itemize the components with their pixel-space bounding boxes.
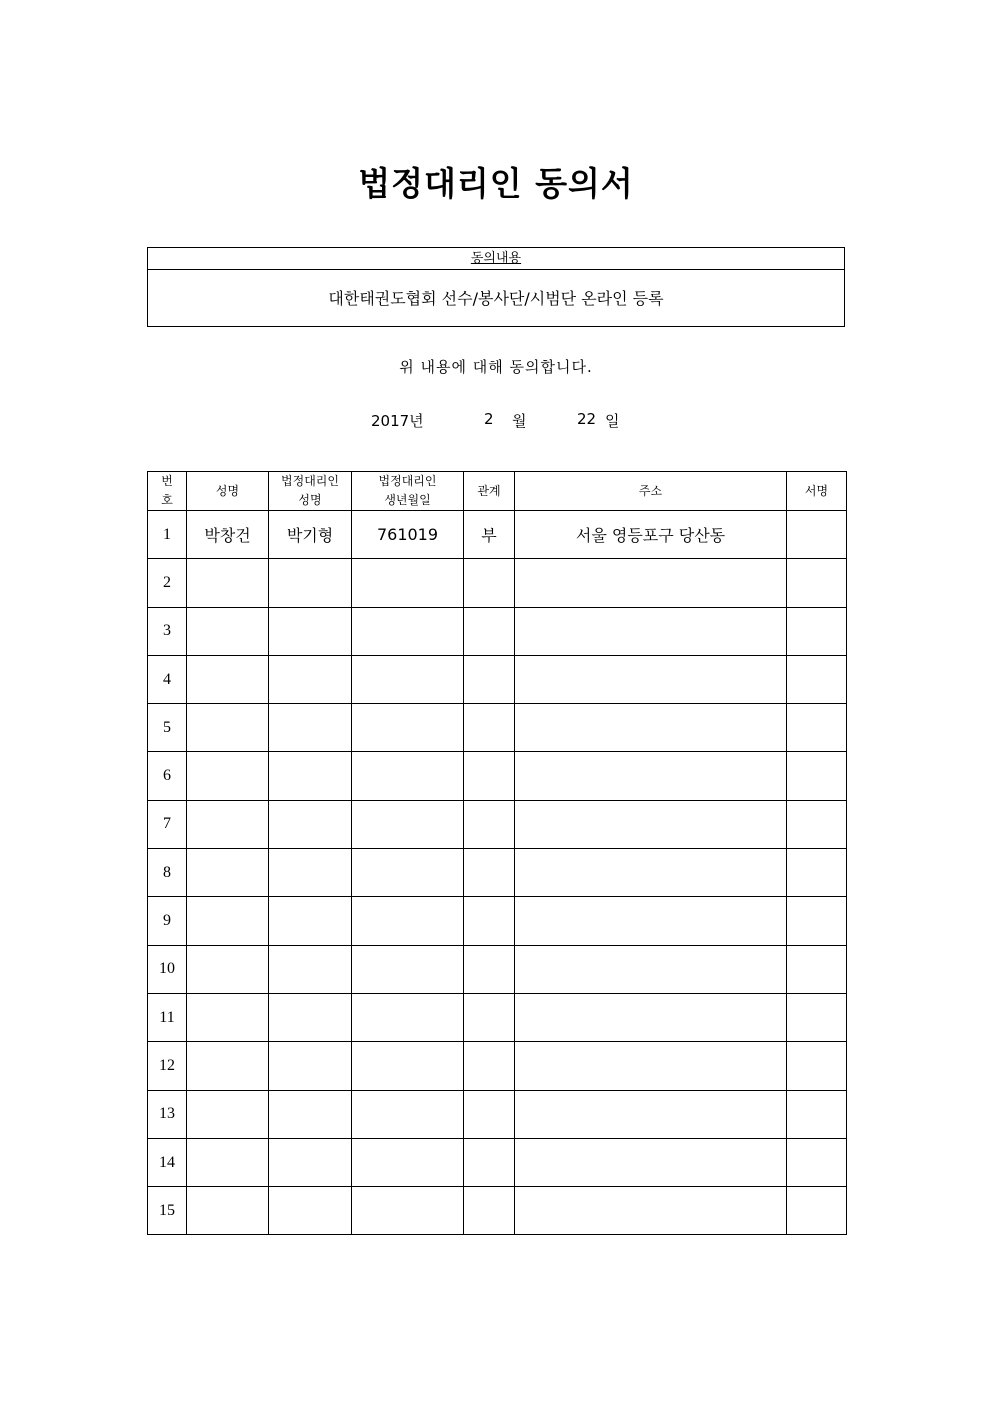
- cell-guardian-name: [269, 655, 352, 703]
- cell-relation: [464, 993, 515, 1041]
- cell-guardian-birth: [352, 945, 464, 993]
- cell-name: [187, 655, 269, 703]
- cell-name: [187, 1187, 269, 1235]
- cell-signature: [787, 993, 847, 1041]
- cell-address: [515, 897, 787, 945]
- cell-guardian-birth: [352, 559, 464, 607]
- cell-relation: [464, 849, 515, 897]
- registration-table: [147, 471, 847, 1235]
- header-relation: 관계: [464, 472, 515, 511]
- header-address: 주소: [515, 472, 787, 511]
- cell-address: [515, 607, 787, 655]
- cell-number: 5: [148, 704, 187, 752]
- cell-relation: [464, 704, 515, 752]
- table-body: [148, 511, 847, 1235]
- cell-guardian-name: [269, 1090, 352, 1138]
- cell-name: [187, 1090, 269, 1138]
- consent-content: 대한태권도협회 선수/봉사단/시범단 온라인 등록: [328, 289, 664, 308]
- cell-guardian-name: [269, 945, 352, 993]
- cell-guardian-name: [269, 1187, 352, 1235]
- cell-name: [187, 607, 269, 655]
- cell-name: [187, 704, 269, 752]
- cell-name: [187, 945, 269, 993]
- cell-number: 8: [148, 849, 187, 897]
- table-row: [148, 1090, 847, 1138]
- cell-guardian-birth: 761019: [352, 511, 464, 559]
- cell-address: [515, 800, 787, 848]
- cell-address: [515, 993, 787, 1041]
- cell-address: [515, 559, 787, 607]
- table-row: [148, 1042, 847, 1090]
- cell-guardian-name: 박기형: [269, 511, 352, 559]
- cell-guardian-birth: [352, 1042, 464, 1090]
- table-row: [148, 1187, 847, 1235]
- cell-relation: [464, 800, 515, 848]
- cell-name: [187, 752, 269, 800]
- table-row: [148, 945, 847, 993]
- cell-signature: [787, 1042, 847, 1090]
- cell-relation: [464, 655, 515, 703]
- cell-name: [187, 1138, 269, 1186]
- cell-signature: [787, 607, 847, 655]
- cell-relation: [464, 897, 515, 945]
- table-row: [148, 849, 847, 897]
- header-signature: 서명: [787, 472, 847, 511]
- cell-name: 박창건: [187, 511, 269, 559]
- cell-signature: [787, 752, 847, 800]
- header-number-line1: 번: [161, 474, 173, 488]
- cell-signature: [787, 897, 847, 945]
- cell-signature: [787, 511, 847, 559]
- header-guardian-name-line1: 법정대리인: [281, 474, 339, 488]
- cell-number: 6: [148, 752, 187, 800]
- cell-guardian-birth: [352, 1138, 464, 1186]
- cell-signature: [787, 1090, 847, 1138]
- cell-number: 9: [148, 897, 187, 945]
- cell-address: [515, 945, 787, 993]
- document-title: 법정대리인 동의서: [358, 164, 634, 203]
- cell-address: [515, 1138, 787, 1186]
- cell-guardian-name: [269, 607, 352, 655]
- cell-signature: [787, 655, 847, 703]
- table-row: [148, 1138, 847, 1186]
- table-row: [148, 655, 847, 703]
- cell-number: 11: [148, 993, 187, 1041]
- cell-number: 10: [148, 945, 187, 993]
- header-number-line2: 호: [161, 493, 173, 507]
- cell-guardian-name: [269, 993, 352, 1041]
- cell-relation: 부: [464, 511, 515, 559]
- cell-name: [187, 897, 269, 945]
- cell-relation: [464, 945, 515, 993]
- cell-address: [515, 1187, 787, 1235]
- cell-number: 3: [148, 607, 187, 655]
- date-year: 2017년: [371, 412, 424, 430]
- cell-guardian-birth: [352, 752, 464, 800]
- cell-address: [515, 849, 787, 897]
- cell-number: 7: [148, 800, 187, 848]
- cell-guardian-birth: [352, 1187, 464, 1235]
- cell-signature: [787, 945, 847, 993]
- cell-signature: [787, 1187, 847, 1235]
- cell-guardian-name: [269, 1138, 352, 1186]
- cell-guardian-name: [269, 752, 352, 800]
- cell-relation: [464, 1042, 515, 1090]
- cell-address: [515, 1090, 787, 1138]
- cell-signature: [787, 704, 847, 752]
- header-number: [148, 472, 187, 511]
- cell-guardian-birth: [352, 655, 464, 703]
- consent-header: [148, 248, 844, 270]
- table-row: [148, 704, 847, 752]
- cell-relation: [464, 559, 515, 607]
- cell-name: [187, 559, 269, 607]
- table-row: [148, 752, 847, 800]
- header-guardian-name-line2: 성명: [298, 493, 322, 507]
- cell-address: [515, 704, 787, 752]
- table-row: [148, 511, 847, 559]
- cell-guardian-birth: [352, 800, 464, 848]
- cell-relation: [464, 752, 515, 800]
- cell-relation: [464, 1090, 515, 1138]
- cell-name: [187, 993, 269, 1041]
- cell-relation: [464, 1138, 515, 1186]
- table-header-row: [148, 472, 847, 511]
- cell-guardian-name: [269, 800, 352, 848]
- consent-box: [147, 247, 845, 327]
- cell-guardian-name: [269, 704, 352, 752]
- cell-signature: [787, 849, 847, 897]
- date-month-value: 2: [484, 410, 494, 428]
- cell-name: [187, 1042, 269, 1090]
- cell-number: 15: [148, 1187, 187, 1235]
- cell-guardian-birth: [352, 897, 464, 945]
- agreement-statement: 위 내용에 대해 동의합니다.: [399, 358, 593, 376]
- cell-number: 2: [148, 559, 187, 607]
- cell-guardian-birth: [352, 607, 464, 655]
- table-row: [148, 993, 847, 1041]
- cell-guardian-birth: [352, 849, 464, 897]
- cell-number: 12: [148, 1042, 187, 1090]
- cell-relation: [464, 1187, 515, 1235]
- header-name: 성명: [187, 472, 269, 511]
- cell-guardian-name: [269, 559, 352, 607]
- date-month-unit: 월: [512, 412, 527, 430]
- consent-header-label: 동의내용: [470, 251, 522, 266]
- cell-signature: [787, 800, 847, 848]
- cell-guardian-name: [269, 849, 352, 897]
- cell-guardian-birth: [352, 704, 464, 752]
- cell-number: 13: [148, 1090, 187, 1138]
- header-guardian-birth: [352, 472, 464, 511]
- cell-name: [187, 849, 269, 897]
- cell-address: [515, 752, 787, 800]
- cell-address: 서울 영등포구 당산동: [515, 511, 787, 559]
- cell-signature: [787, 559, 847, 607]
- cell-relation: [464, 607, 515, 655]
- table-row: [148, 559, 847, 607]
- cell-guardian-birth: [352, 1090, 464, 1138]
- date-day-value: 22: [577, 410, 597, 428]
- table-row: [148, 897, 847, 945]
- cell-guardian-name: [269, 897, 352, 945]
- table-row: [148, 607, 847, 655]
- date-day-unit: 일: [605, 412, 620, 430]
- cell-address: [515, 1042, 787, 1090]
- header-guardian-birth-line1: 법정대리인: [378, 474, 437, 488]
- cell-name: [187, 800, 269, 848]
- cell-number: 14: [148, 1138, 187, 1186]
- table-row: [148, 800, 847, 848]
- cell-number: 1: [148, 511, 187, 559]
- cell-signature: [787, 1138, 847, 1186]
- header-guardian-name: [269, 472, 352, 511]
- cell-address: [515, 655, 787, 703]
- cell-guardian-name: [269, 1042, 352, 1090]
- cell-number: 4: [148, 655, 187, 703]
- cell-guardian-birth: [352, 993, 464, 1041]
- header-guardian-birth-line2: 생년월일: [384, 493, 431, 507]
